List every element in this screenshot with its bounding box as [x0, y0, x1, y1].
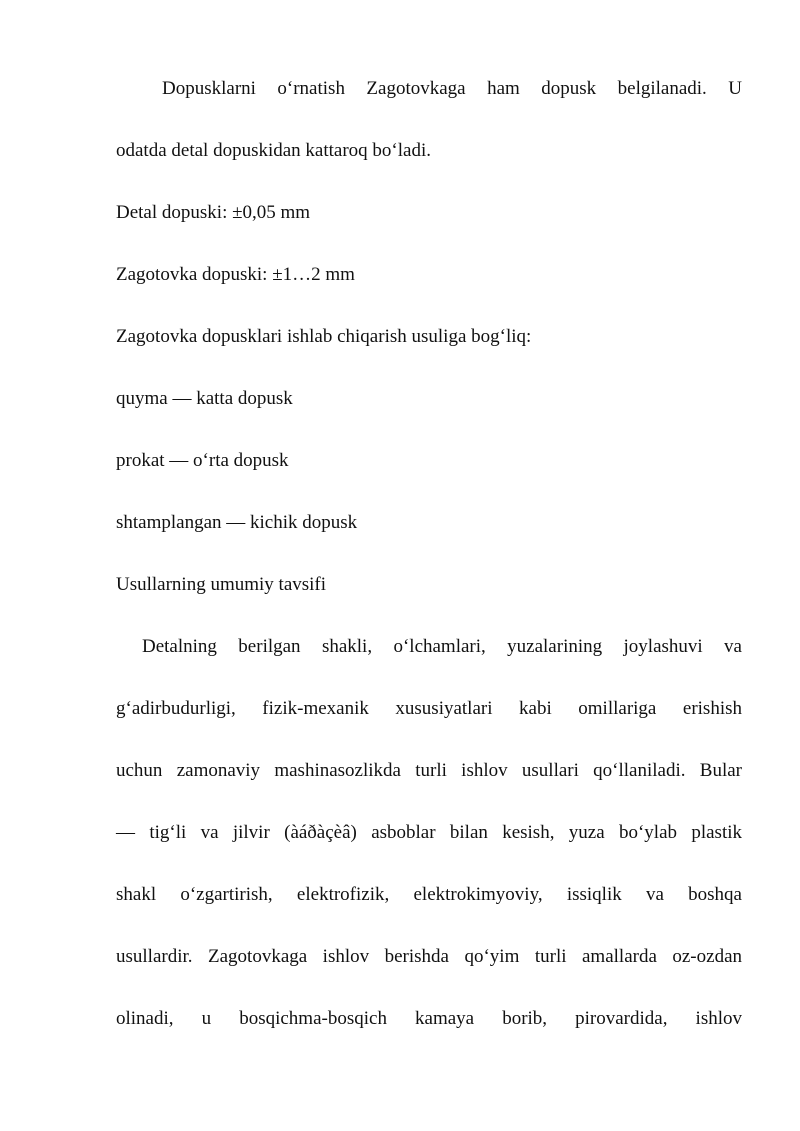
body-line-5: shakl o‘zgartirish, elektrofizik, elektrokimyoviy, issiqlik va boshqa: [116, 884, 742, 905]
body-line-4: — tig‘li va jilvir (àáðàçèâ) asboblar bilan kesish, yuza bo‘ylab plastik: [116, 822, 742, 843]
document-page: [116, 70, 742, 1062]
body-line-2: g‘adirbudurligi, fizik-mexanik xususiyatlari kabi omillariga erishish: [116, 698, 742, 719]
detail-tolerance: Detal dopuski: ±0,05 mm: [116, 202, 311, 223]
body-line-1: Detalning berilgan shakli, o‘lchamlari, yuzalarining joylashuvi va: [142, 636, 742, 657]
body-line-7: olinadi, u bosqichma-bosqich kamaya borib, pirovardida, ishlov: [116, 1008, 742, 1029]
body-line-3: uchun zamonaviy mashinasozlikda turli ishlov usullari qo‘llaniladi. Bular: [116, 760, 742, 781]
blank-tolerance: Zagotovka dopuski: ±1…2 mm: [116, 264, 355, 285]
method-rolled: prokat — o‘rta dopusk: [116, 450, 289, 471]
intro-line-1: Dopusklarni o‘rnatish Zagotovkaga ham dopusk belgilanadi. U: [162, 78, 742, 99]
method-stamped: shtamplangan — kichik dopusk: [116, 512, 358, 533]
section-heading: Usullarning umumiy tavsifi: [116, 574, 327, 595]
dependence-intro: Zagotovka dopusklari ishlab chiqarish usuliga bog‘liq:: [116, 326, 532, 347]
method-casting: quyma — katta dopusk: [116, 388, 293, 409]
intro-line-2: odatda detal dopuskidan kattaroq bo‘ladi.: [116, 140, 431, 161]
body-line-6: usullardir. Zagotovkaga ishlov berishda qo‘yim turli amallarda oz-ozdan: [116, 946, 742, 967]
